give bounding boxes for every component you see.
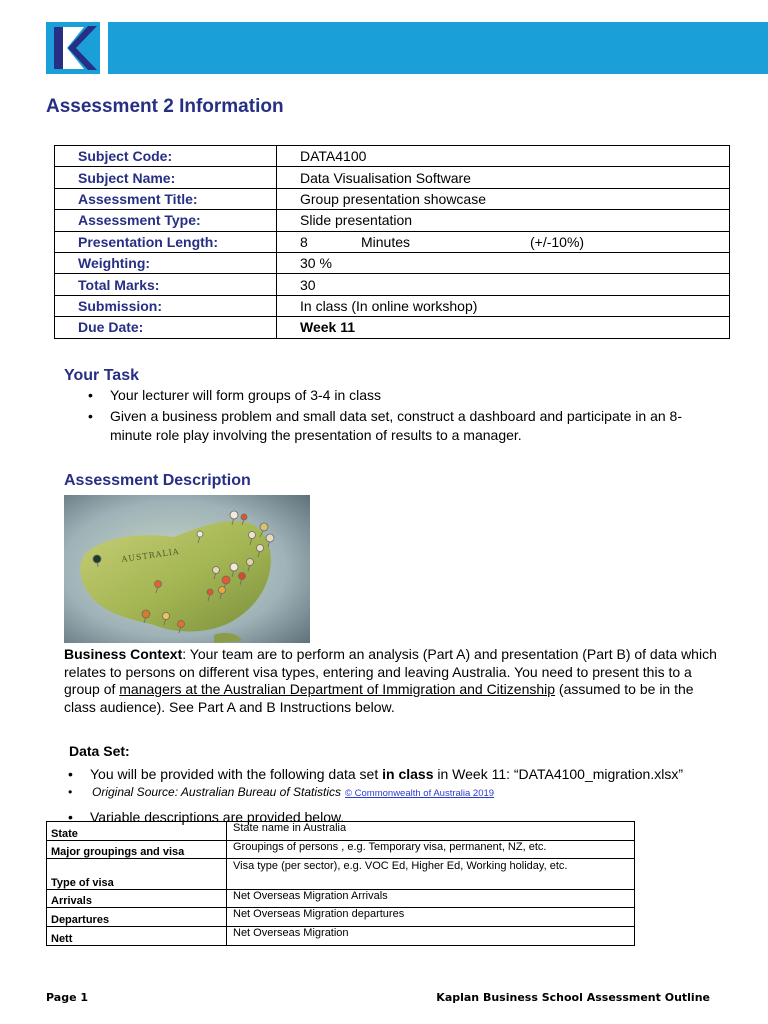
business-context-label: Business Context	[64, 646, 183, 662]
variable-name: Nett	[47, 927, 227, 946]
assessment-type-label: Assessment Type:	[55, 210, 277, 231]
source-line: • Original Source: Australian Bureau of Statistics © Commonwealth of Australia 2019	[44, 784, 744, 802]
page-number: Page 1	[46, 991, 89, 1004]
length-number: 8	[300, 233, 308, 250]
data-set-list	[44, 765, 744, 827]
list-item: • You will be provided with the following data set in class in Week 11: “DATA4100_migration.xlsx”	[44, 765, 744, 784]
subject-code-label: Subject Code:	[55, 146, 277, 167]
weighting-label: Weighting:	[55, 252, 277, 273]
table-row	[55, 231, 730, 252]
subject-code-value: DATA4100	[277, 146, 730, 167]
footer-outline-title: Kaplan Business School Assessment Outline	[436, 991, 710, 1004]
your-task-heading: Your Task	[64, 367, 139, 384]
variable-description: Net Overseas Migration	[227, 927, 635, 946]
due-date-value: Week 11	[277, 317, 730, 338]
variable-description: Groupings of persons , e.g. Temporary visa, permanent, NZ, etc.	[227, 841, 635, 859]
variable-description: State name in Australia	[227, 822, 635, 841]
task-list	[64, 386, 724, 447]
list-item: • Your lecturer will form groups of 3-4 in class	[64, 386, 724, 405]
variable-name: State	[47, 822, 227, 841]
table-row	[55, 188, 730, 209]
business-context-paragraph: Business Context: Your team are to perform an analysis (Part A) and presentation (Part B) of data which relates to persons on different visa types, entering and leaving Australia. You need to present this to a group of managers at the Australian Department of Immigration and Citizenship (assumed to be in the class audience). See Part A and B Instructions below.	[64, 646, 717, 715]
table-row	[47, 927, 635, 946]
australia-map-photo	[64, 495, 310, 643]
table-row	[47, 822, 635, 841]
assessment-title-value: Group presentation showcase	[277, 188, 730, 209]
length-unit: Minutes	[361, 233, 411, 250]
table-row	[55, 210, 730, 231]
department-reference: managers at the Australian Department of Immigration and Citizenship	[119, 681, 556, 697]
submission-label: Submission:	[55, 295, 277, 316]
variable-description: Net Overseas Migration Arrivals	[227, 890, 635, 908]
variable-table	[46, 821, 635, 946]
list-item: • Given a business problem and small data set, construct a dashboard and participate in an 8-minute role play involving the presentation of results to a manager.	[64, 407, 724, 445]
map-label: AUSTRALIA	[121, 546, 181, 564]
kaplan-logo	[46, 22, 100, 74]
presentation-length-label: Presentation Length:	[55, 231, 277, 252]
table-row	[55, 167, 730, 188]
assessment-info-table	[54, 145, 730, 339]
variable-description: Net Overseas Migration departures	[227, 908, 635, 927]
variable-description: Visa type (per sector), e.g. VOC Ed, Higher Ed, Working holiday, etc.	[227, 859, 635, 890]
table-row	[47, 908, 635, 927]
variable-name: Arrivals	[47, 890, 227, 908]
variable-name: Type of visa	[47, 859, 227, 890]
table-row	[55, 274, 730, 295]
submission-value: In class (In online workshop)	[277, 295, 730, 316]
assessment-description-heading: Assessment Description	[64, 472, 251, 489]
total-marks-value: 30	[277, 274, 730, 295]
subject-name-label: Subject Name:	[55, 167, 277, 188]
table-row	[55, 317, 730, 338]
table-row	[47, 890, 635, 908]
list-item: • Variable descriptions are provided below.	[44, 808, 744, 827]
header-banner	[108, 22, 768, 74]
subject-name-value: Data Visualisation Software	[277, 167, 730, 188]
page-title: Assessment 2 Information	[46, 96, 284, 117]
variable-name: Departures	[47, 908, 227, 927]
total-marks-label: Total Marks:	[55, 274, 277, 295]
length-tolerance: (+/-10%)	[530, 233, 585, 250]
table-row	[55, 295, 730, 316]
variable-name: Major groupings and visa	[47, 841, 227, 859]
presentation-length-value	[277, 231, 730, 252]
table-row	[47, 841, 635, 859]
assessment-title-label: Assessment Title:	[55, 188, 277, 209]
data-set-heading: Data Set:	[69, 743, 130, 759]
table-row	[47, 859, 635, 890]
due-date-label: Due Date:	[55, 317, 277, 338]
table-row	[55, 252, 730, 273]
table-row	[55, 146, 730, 167]
assessment-type-value: Slide presentation	[277, 210, 730, 231]
weighting-value: 30 %	[277, 252, 730, 273]
kaplan-k-logo-icon	[46, 22, 100, 74]
commonwealth-link[interactable]: © Commonwealth of Australia 2019	[345, 788, 495, 799]
